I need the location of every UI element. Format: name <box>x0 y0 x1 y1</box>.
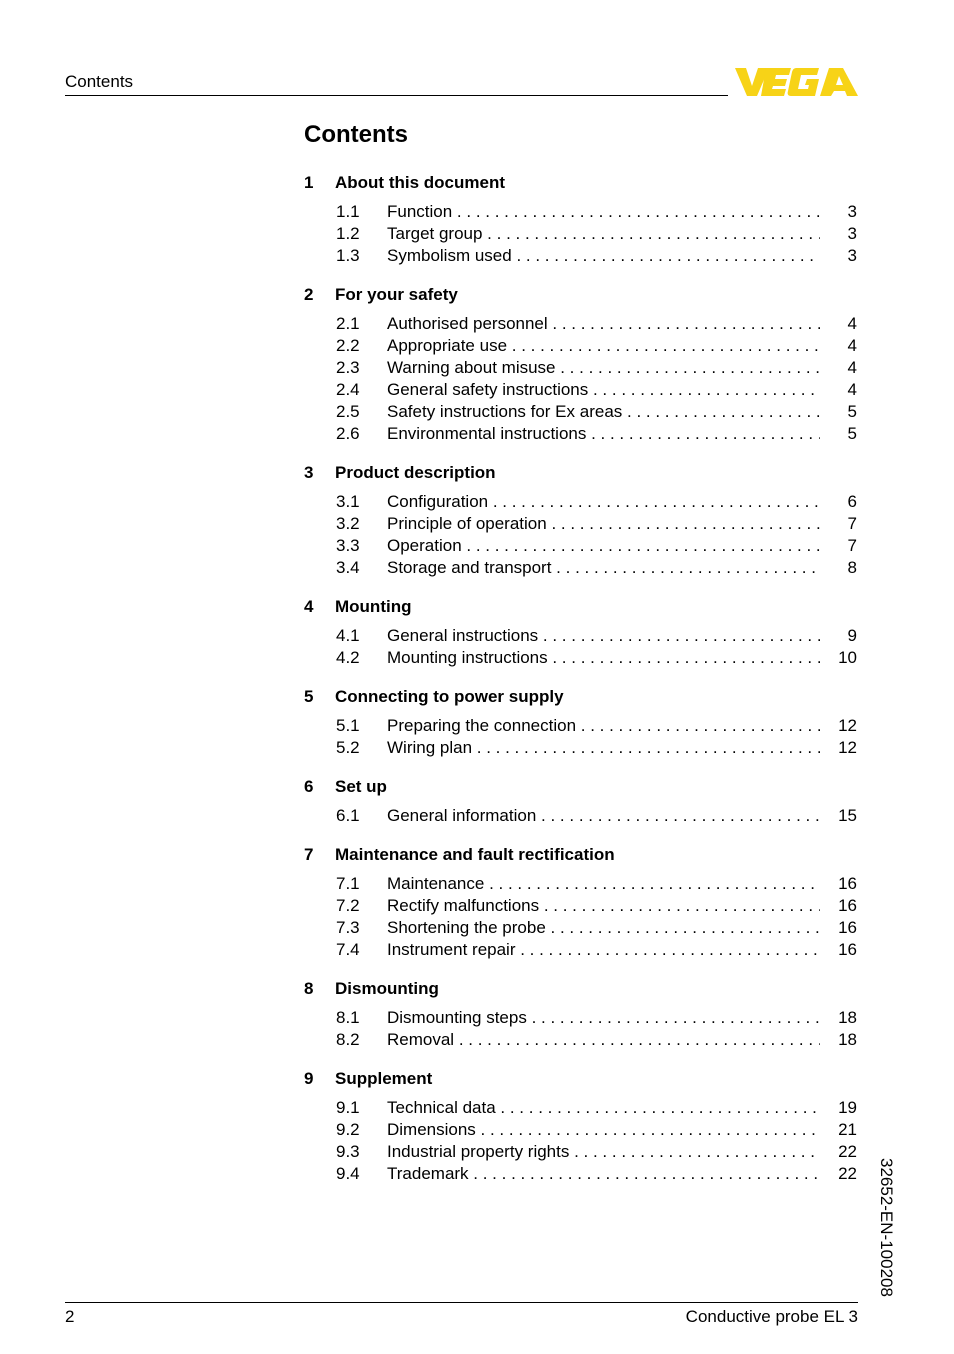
toc-chapter-number: 6 <box>304 777 314 796</box>
toc-chapter <box>304 172 858 267</box>
toc-entry-page: 4 <box>847 314 857 333</box>
toc-entry[interactable] <box>304 917 858 939</box>
toc-chapter <box>304 1068 858 1185</box>
toc-entry-title: Trademark . . . <box>387 1164 820 1183</box>
toc-entry-title: Appropriate use . . . <box>387 336 820 355</box>
toc-entry-number: 7.2 <box>336 896 360 915</box>
toc-entry-number: 2.3 <box>336 358 360 377</box>
toc-chapter-title: Mounting <box>335 597 412 616</box>
vega-logo <box>735 66 858 98</box>
toc-entry-page: 3 <box>847 224 857 243</box>
toc-entry-page: 4 <box>847 380 857 399</box>
toc-entry[interactable] <box>304 513 858 535</box>
toc-entry-page: 6 <box>847 492 857 511</box>
toc-entry-title: Operation . . . <box>387 536 820 555</box>
toc-entry-leader <box>387 335 820 357</box>
toc-chapter <box>304 844 858 961</box>
toc-chapter-heading[interactable] <box>304 284 858 306</box>
toc-entry-title: Removal . . . <box>387 1030 820 1049</box>
toc-entry[interactable] <box>304 1007 858 1029</box>
toc-entry-number: 2.2 <box>336 336 360 355</box>
toc-entry-page: 16 <box>838 940 857 959</box>
toc-entry-leader <box>387 1007 820 1029</box>
toc-entry-leader <box>387 895 820 917</box>
toc-entry[interactable] <box>304 245 858 267</box>
toc-entry-page: 3 <box>847 202 857 221</box>
toc-entry[interactable] <box>304 491 858 513</box>
toc-chapter <box>304 686 858 759</box>
toc-entry[interactable] <box>304 1097 858 1119</box>
toc-entry-page: 8 <box>847 558 857 577</box>
toc-entry[interactable] <box>304 1119 858 1141</box>
toc-entry-number: 9.3 <box>336 1142 360 1161</box>
toc-entry[interactable] <box>304 313 858 335</box>
toc-entry-leader <box>387 557 820 579</box>
toc-entry-number: 7.3 <box>336 918 360 937</box>
toc-chapter-title: Product description <box>335 463 496 482</box>
toc-entry-number: 1.2 <box>336 224 360 243</box>
toc-entry-number: 9.1 <box>336 1098 360 1117</box>
toc-entry-leader <box>387 423 820 445</box>
toc-entry-page: 18 <box>838 1008 857 1027</box>
toc-entry-title: Configuration . . . <box>387 492 820 511</box>
toc-chapter-heading[interactable] <box>304 844 858 866</box>
toc-entry[interactable] <box>304 357 858 379</box>
toc-entry-title: Maintenance . . . <box>387 874 820 893</box>
toc-chapter-heading[interactable] <box>304 596 858 618</box>
toc-entry-page: 4 <box>847 336 857 355</box>
toc-entry-leader <box>387 737 820 759</box>
toc-entry-page: 12 <box>838 716 857 735</box>
vega-logo-icon <box>735 66 858 98</box>
toc-chapter-title: Maintenance and fault rectification <box>335 845 615 864</box>
toc-entry-leader <box>387 379 820 401</box>
toc-entry-number: 3.2 <box>336 514 360 533</box>
toc-entry[interactable] <box>304 1029 858 1051</box>
toc-entry-title: Industrial property rights . . . <box>387 1142 820 1161</box>
toc-entry-number: 6.1 <box>336 806 360 825</box>
toc-entry-title: General safety instructions . . . <box>387 380 820 399</box>
toc-chapter-number: 8 <box>304 979 314 998</box>
toc-entry-title: Wiring plan . . . <box>387 738 820 757</box>
toc-entry[interactable] <box>304 1141 858 1163</box>
toc-chapter-number: 7 <box>304 845 314 864</box>
toc-chapter-heading[interactable] <box>304 776 858 798</box>
toc-entry-leader <box>387 1163 820 1185</box>
toc-entry-title: Symbolism used . . . <box>387 246 820 265</box>
toc-entry-page: 19 <box>838 1098 857 1117</box>
toc-entry-number: 5.1 <box>336 716 360 735</box>
toc-entry-number: 2.5 <box>336 402 360 421</box>
toc-entry-number: 9.4 <box>336 1164 360 1183</box>
toc-entry-leader <box>387 1029 820 1051</box>
toc-entry-title: Dismounting steps . . . <box>387 1008 820 1027</box>
toc-entry-title: Warning about misuse . . . <box>387 358 820 377</box>
toc-entry-page: 4 <box>847 358 857 377</box>
toc-entry-number: 1.3 <box>336 246 360 265</box>
toc-entry-number: 1.1 <box>336 202 360 221</box>
running-head-title: Contents <box>65 72 134 91</box>
toc-entry[interactable] <box>304 1163 858 1185</box>
toc-entry-page: 10 <box>838 648 857 667</box>
toc-entry-leader <box>387 1097 820 1119</box>
toc-entry-leader <box>387 805 820 827</box>
toc-entry-title: Principle of operation . . . <box>387 514 820 533</box>
toc-chapter-title: Supplement <box>335 1069 433 1088</box>
toc-entry[interactable] <box>304 401 858 423</box>
toc-chapter-title: For your safety <box>335 285 458 304</box>
toc-entry-page: 7 <box>847 514 857 533</box>
page-number: 2 <box>65 1307 75 1326</box>
toc-entry[interactable] <box>304 423 858 445</box>
toc-entry-number: 7.4 <box>336 940 360 959</box>
toc-entry[interactable] <box>304 895 858 917</box>
toc-entry-page: 21 <box>838 1120 857 1139</box>
toc-entry[interactable] <box>304 715 858 737</box>
toc-chapter <box>304 978 858 1051</box>
toc-chapter-heading[interactable] <box>304 172 858 194</box>
toc-entry-number: 7.1 <box>336 874 360 893</box>
toc-entry[interactable] <box>304 737 858 759</box>
toc-chapter <box>304 462 858 579</box>
toc-entry-leader <box>387 625 820 647</box>
toc-chapter-number: 3 <box>304 463 314 482</box>
toc-entry-page: 16 <box>838 874 857 893</box>
toc-chapter <box>304 776 858 827</box>
document-title: Conductive probe EL 3 <box>685 1307 858 1326</box>
toc-chapter-number: 9 <box>304 1069 314 1088</box>
toc-entry-title: Preparing the connection . . . <box>387 716 820 735</box>
toc-entry-leader <box>387 917 820 939</box>
toc-entry[interactable] <box>304 335 858 357</box>
toc-entry-title: General instructions . . . <box>387 626 820 645</box>
toc-entry-page: 5 <box>847 424 857 443</box>
toc-entry-title: Authorised personnel . . . <box>387 314 820 333</box>
toc-entry-title: Instrument repair . . . <box>387 940 820 959</box>
footer-rule <box>65 1302 858 1303</box>
toc-chapter-number: 1 <box>304 173 314 192</box>
toc-entry-leader <box>387 513 820 535</box>
toc-entry-number: 2.4 <box>336 380 360 399</box>
toc-entry-title: Dimensions . . . <box>387 1120 820 1139</box>
toc-entry-page: 18 <box>838 1030 857 1049</box>
toc-entry-number: 8.2 <box>336 1030 360 1049</box>
toc-entry-page: 9 <box>847 626 857 645</box>
toc-entry-number: 8.1 <box>336 1008 360 1027</box>
toc-chapter-number: 4 <box>304 597 314 616</box>
toc-chapter-title: About this document <box>335 173 505 192</box>
toc-chapter-heading[interactable] <box>304 462 858 484</box>
toc-entry-number: 2.6 <box>336 424 360 443</box>
toc-entry-title: Function . . . <box>387 202 820 221</box>
toc-entry-number: 9.2 <box>336 1120 360 1139</box>
toc-entry-number: 3.3 <box>336 536 360 555</box>
toc-chapter <box>304 596 858 669</box>
toc-entry-title: Target group . . . <box>387 224 820 243</box>
toc-entry-page: 3 <box>847 246 857 265</box>
toc-entry[interactable] <box>304 625 858 647</box>
toc-entry[interactable] <box>304 805 858 827</box>
toc-entry-leader <box>387 715 820 737</box>
toc-entry-leader <box>387 313 820 335</box>
toc-entry[interactable] <box>304 223 858 245</box>
toc-entry-leader <box>387 201 820 223</box>
toc-entry-leader <box>387 939 820 961</box>
page-title: Contents <box>304 121 408 148</box>
toc-entry-leader <box>387 245 820 267</box>
toc-entry-title: Rectify malfunctions . . . <box>387 896 820 915</box>
toc-chapter-heading[interactable] <box>304 1068 858 1090</box>
toc-entry-leader <box>387 357 820 379</box>
toc-entry-page: 22 <box>838 1142 857 1161</box>
toc-entry[interactable] <box>304 873 858 895</box>
toc-chapter-heading[interactable] <box>304 686 858 708</box>
toc-entry-number: 4.1 <box>336 626 360 645</box>
toc-entry-title: Mounting instructions . . . <box>387 648 820 667</box>
toc-entry-title: Shortening the probe . . . <box>387 918 820 937</box>
toc-entry[interactable] <box>304 379 858 401</box>
toc-entry-leader <box>387 535 820 557</box>
toc-entry-page: 22 <box>838 1164 857 1183</box>
table-of-contents <box>304 172 858 1202</box>
toc-chapter-title: Connecting to power supply <box>335 687 564 706</box>
toc-entry[interactable] <box>304 535 858 557</box>
toc-entry-number: 3.4 <box>336 558 360 577</box>
toc-chapter-heading[interactable] <box>304 978 858 1000</box>
toc-entry-number: 5.2 <box>336 738 360 757</box>
toc-chapter <box>304 284 858 445</box>
toc-entry-leader <box>387 1119 820 1141</box>
toc-entry-number: 4.2 <box>336 648 360 667</box>
toc-entry-page: 16 <box>838 918 857 937</box>
toc-entry-title: Environmental instructions . . . <box>387 424 820 443</box>
toc-entry-number: 2.1 <box>336 314 360 333</box>
toc-entry-page: 12 <box>838 738 857 757</box>
toc-chapter-title: Set up <box>335 777 387 796</box>
toc-entry-number: 3.1 <box>336 492 360 511</box>
toc-entry[interactable] <box>304 557 858 579</box>
toc-entry[interactable] <box>304 647 858 669</box>
toc-entry-title: Technical data . . . <box>387 1098 820 1117</box>
toc-entry-leader <box>387 223 820 245</box>
toc-entry-page: 16 <box>838 896 857 915</box>
toc-chapter-number: 5 <box>304 687 314 706</box>
toc-entry-title: Safety instructions for Ex areas . . . <box>387 402 820 421</box>
toc-entry-leader <box>387 491 820 513</box>
toc-entry-page: 5 <box>847 402 857 421</box>
document-code: 32652-EN-100208 <box>877 1158 896 1297</box>
toc-entry-title: Storage and transport . . . <box>387 558 820 577</box>
toc-entry-page: 7 <box>847 536 857 555</box>
toc-entry-leader <box>387 401 820 423</box>
toc-entry-leader <box>387 873 820 895</box>
header-rule <box>65 95 728 96</box>
toc-entry[interactable] <box>304 201 858 223</box>
toc-chapter-title: Dismounting <box>335 979 439 998</box>
toc-entry-title: General information . . . <box>387 806 820 825</box>
toc-entry-leader <box>387 1141 820 1163</box>
toc-entry-page: 15 <box>838 806 857 825</box>
toc-entry-leader <box>387 647 820 669</box>
toc-entry[interactable] <box>304 939 858 961</box>
toc-chapter-number: 2 <box>304 285 314 304</box>
